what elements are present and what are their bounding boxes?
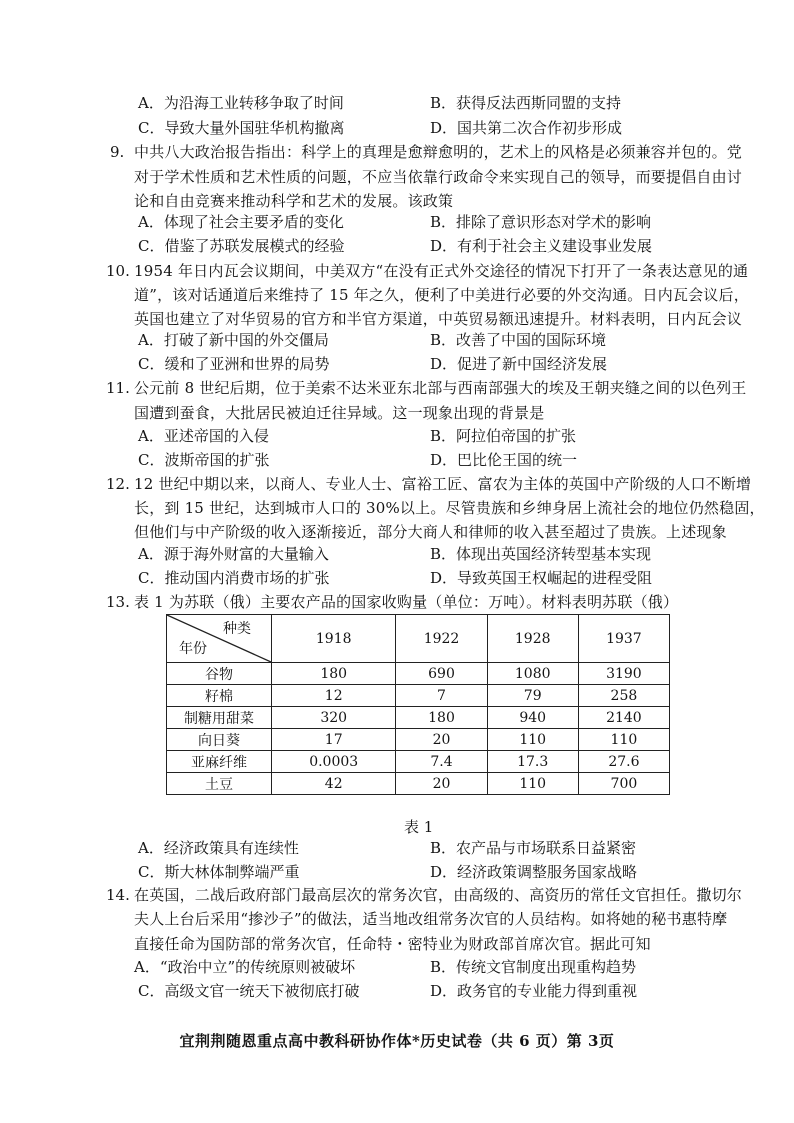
table-cell: 17.3 — [487, 751, 578, 773]
table-row — [167, 773, 670, 795]
table-cell: 180 — [396, 707, 487, 729]
table-cell: 20 — [396, 729, 487, 751]
corner-label-category: 种类 — [223, 621, 251, 637]
q14-number: 14. — [106, 886, 130, 904]
table-cell: 320 — [272, 707, 396, 729]
q11-number: 11. — [106, 379, 130, 397]
corner-label-year: 年份 — [179, 641, 207, 657]
q14-option-b: B．传统文官制度出现重构趋势 — [430, 958, 637, 976]
table-cell: 1080 — [487, 663, 578, 685]
q14-option-a: A．“政治中立”的传统原则被破坏 — [134, 958, 356, 976]
row-label: 向日葵 — [167, 729, 272, 751]
q13-option-b: B．农产品与市场联系日益紧密 — [430, 839, 637, 857]
table-row — [167, 685, 670, 707]
table-cell: 110 — [578, 729, 669, 751]
table-row — [167, 729, 670, 751]
table-cell: 42 — [272, 773, 396, 795]
table-cell: 700 — [578, 773, 669, 795]
q13-option-c: C．斯大林体制弊端严重 — [138, 863, 300, 881]
q10-option-c: C．缓和了亚洲和世界的局势 — [138, 355, 330, 373]
q12-option-b: B．体现出英国经济转型基本实现 — [430, 545, 652, 563]
table-header-row — [167, 615, 670, 663]
q11-option-a: A．亚述帝国的入侵 — [138, 427, 269, 445]
q9-option-d: D．有利于社会主义建设事业发展 — [430, 237, 653, 255]
q10-stem-line: 道”，该对话通道后来维持了 15 年之久，便利了中美进行必要的外交沟通。日内瓦会议后， — [134, 286, 749, 304]
table-column-header: 1918 — [272, 615, 396, 663]
row-label: 亚麻纤维 — [167, 751, 272, 773]
q9-number: 9. — [110, 143, 125, 161]
table-column-header: 1928 — [487, 615, 578, 663]
table-cell: 0.0003 — [272, 751, 396, 773]
q13-stem-line: 表 1 为苏联（俄）主要农产品的国家收购量（单位：万吨）。材料表明苏联（俄） — [134, 593, 679, 611]
q14-option-d: D．政务官的专业能力得到重视 — [430, 982, 638, 1000]
table-cell: 110 — [487, 729, 578, 751]
q12-stem-line: 12 世纪中期以来，以商人、专业人士、富裕工匠、富农为主体的英国中产阶级的人口不断增 — [134, 475, 752, 493]
q13-number: 13. — [106, 593, 130, 611]
row-label: 土豆 — [167, 773, 272, 795]
q14-stem-line: 在英国，二战后政府部门最高层次的常务次官，由高级的、高资历的常任文官担任。撒切尔 — [134, 886, 743, 904]
table-cell: 7 — [396, 685, 487, 707]
q10-option-a: A．打破了新中国的外交僵局 — [138, 331, 329, 349]
q11-option-c: C．波斯帝国的扩张 — [138, 451, 270, 469]
q12-option-c: C．推动国内消费市场的扩张 — [138, 569, 330, 587]
table-cell: 7.4 — [396, 751, 487, 773]
q10-stem-line: 1954 年日内瓦会议期间，中美双方“在没有正式外交途径的情况下打开了一条表达意见的通 — [134, 262, 749, 280]
q9-stem-line: 对于学术性质和艺术性质的问题，不应当依靠行政命令来实现自己的领导，而要提倡自由讨 — [134, 168, 743, 186]
table-cell: 3190 — [578, 663, 669, 685]
table-cell: 20 — [396, 773, 487, 795]
q10-stem-line: 英国也建立了对华贸易的官方和半官方渠道，中英贸易额迅速提升。材料表明，日内瓦会议 — [134, 310, 743, 328]
q12-number: 12. — [106, 475, 130, 493]
table-column-header: 1937 — [578, 615, 669, 663]
table-corner-cell — [167, 615, 272, 663]
q11-option-d: D．巴比伦王国的统一 — [430, 451, 578, 469]
table-row — [167, 751, 670, 773]
q12-stem-line: 长，到 15 世纪，达到城市人口的 30%以上。尽管贵族和乡绅身居上流社会的地位仍然稳固， — [134, 499, 765, 517]
table-row — [167, 663, 670, 685]
q12-option-a: A．源于海外财富的大量输入 — [138, 545, 329, 563]
q9-option-c: C．借鉴了苏联发展模式的经验 — [138, 237, 345, 255]
table-cell: 940 — [487, 707, 578, 729]
table-cell: 79 — [487, 685, 578, 707]
table-cell: 258 — [578, 685, 669, 707]
row-label: 谷物 — [167, 663, 272, 685]
table-cell: 2140 — [578, 707, 669, 729]
page-footer: 宜荆荆随恩重点高中教科研协作体*历史试卷（共 6 页）第 3页 — [179, 1032, 615, 1050]
q8-option-b: B．获得反法西斯同盟的支持 — [430, 94, 622, 112]
table-caption: 表 1 — [404, 818, 434, 836]
q9-stem-line: 中共八大政治报告指出：科学上的真理是愈辩愈明的，艺术上的风格是必须兼容并包的。党 — [134, 143, 743, 161]
table-cell: 12 — [272, 685, 396, 707]
q13-option-a: A．经济政策具有连续性 — [138, 839, 299, 857]
q9-option-b: B．排除了意识形态对学术的影响 — [430, 213, 652, 231]
q13-option-d: D．经济政策调整服务国家战略 — [430, 863, 638, 881]
q14-stem-line: 夫人上台后采用“掺沙子”的做法，适当地改组常务次官的人员结构。如将她的秘书惠特摩 — [134, 910, 728, 928]
q10-option-b: B．改善了中国的国际环境 — [430, 331, 607, 349]
q14-option-c: C．高级文官一统天下被彻底打破 — [138, 982, 360, 1000]
q14-stem-line: 直接任命为国防部的常务次官，任命特・密特业为财政部首席次官。据此可知 — [134, 935, 651, 953]
q8-option-a: A．为沿海工业转移争取了时间 — [138, 94, 344, 112]
q10-option-d: D．促进了新中国经济发展 — [430, 355, 608, 373]
table-column-header: 1922 — [396, 615, 487, 663]
table-cell: 690 — [396, 663, 487, 685]
q9-option-a: A．体现了社会主要矛盾的变化 — [138, 213, 344, 231]
q8-option-d: D．国共第二次合作初步形成 — [430, 119, 623, 137]
table-cell: 17 — [272, 729, 396, 751]
row-label: 制糖用甜菜 — [167, 707, 272, 729]
q9-stem-line: 论和自由竞赛来推动科学和艺术的发展。该政策 — [134, 192, 454, 210]
row-label: 籽棉 — [167, 685, 272, 707]
table-cell: 27.6 — [578, 751, 669, 773]
q11-stem-line: 公元前 8 世纪后期，位于美索不达米亚东北部与西南部强大的埃及王朝夹缝之间的以色列王 — [134, 379, 747, 397]
table-cell: 110 — [487, 773, 578, 795]
q11-stem-line: 国遭到蚕食，大批居民被迫迁往异域。这一现象出现的背景是 — [134, 404, 545, 422]
procurement-table — [166, 614, 670, 795]
q8-option-c: C．导致大量外国驻华机构撤离 — [138, 119, 345, 137]
q12-option-d: D．导致英国王权崛起的进程受阻 — [430, 569, 653, 587]
table-cell: 180 — [272, 663, 396, 685]
q11-option-b: B．阿拉伯帝国的扩张 — [430, 427, 577, 445]
q12-stem-line: 但他们与中产阶级的收入逐渐接近，部分大商人和律师的收入甚至超过了贵族。上述现象 — [134, 523, 727, 541]
q10-number: 10. — [106, 262, 130, 280]
table-row — [167, 707, 670, 729]
